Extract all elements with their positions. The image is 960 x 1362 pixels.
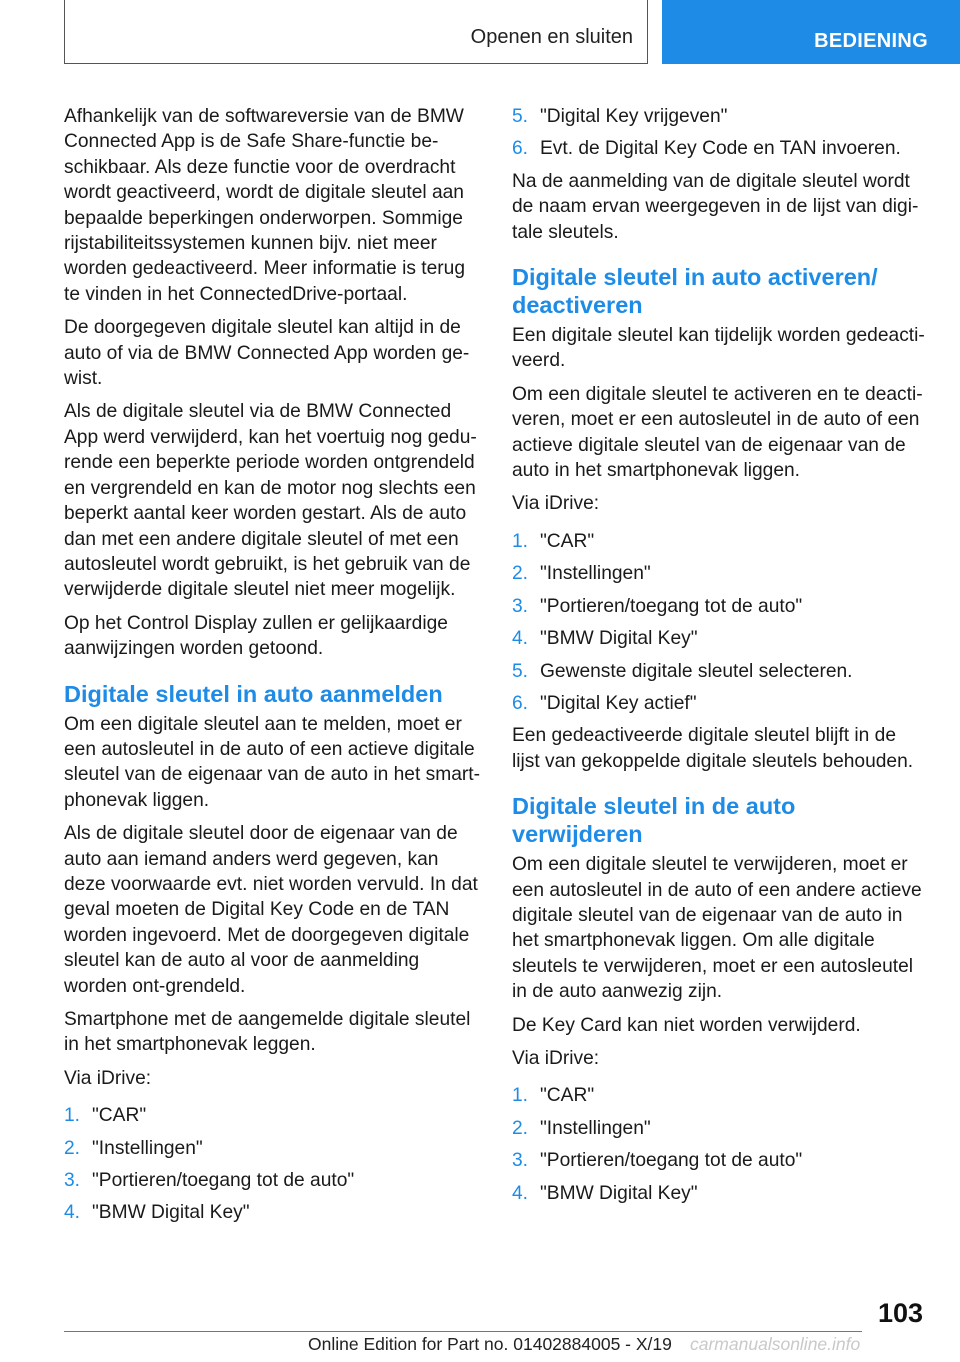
step-text: "CAR" [92,1105,147,1127]
step-text: "BMW Digital Key" [540,1182,698,1204]
paragraph: Een gedeactiveerde digitale sleutel blijft in de lijst van gekoppelde digitale sleutels behouden. [512,725,914,772]
step-text: "CAR" [540,1085,595,1107]
step-number: 1. [512,1085,529,1107]
list-item [512,691,928,716]
step-number: 2. [64,1137,81,1159]
list-item [512,1181,928,1206]
paragraph: Op het Control Display zullen er gelijkaardige aanwijzingen worden getoond. [64,612,448,660]
header-section-box [64,0,648,64]
step-number: 2. [512,1117,529,1139]
list-item [512,529,928,554]
step-number: 4. [64,1202,81,1224]
paragraph: Via iDrive: [512,493,600,515]
step-text: "CAR" [540,530,595,552]
list-item [64,1136,480,1161]
step-list-register-continued [512,104,928,162]
paragraph: Na de aanmelding van de digitale sleutel wordt de naam ervan weergegeven in de lijst van digi-tale sleutels. [512,170,919,243]
step-text: "Instellingen" [540,1117,651,1139]
step-number: 5. [512,660,529,682]
step-text: "Digital Key vrijgeven" [540,106,728,127]
list-item [512,1116,928,1141]
step-text: "Digital Key actief" [540,692,697,714]
list-item [512,1148,928,1173]
step-number: 6. [512,692,529,714]
left-column [64,104,480,1233]
list-item [512,659,928,684]
header-chapter-tab [662,0,960,64]
step-text: Evt. de Digital Key Code en TAN invoeren. [540,138,901,160]
paragraph: Via iDrive: [512,1047,600,1069]
step-number: 3. [512,595,529,617]
section-heading-delete: Digitale sleutel in de auto verwijderen [512,793,796,848]
paragraph: Om een digitale sleutel aan te melden, moet er een autosleutel in de auto of een actieve digitale sleutel van de eigenaar van de auto in het smart-phonevak liggen. [64,713,480,811]
step-text: "BMW Digital Key" [540,628,698,650]
step-text: Gewenste digitale sleutel selecteren. [540,660,853,682]
list-item [64,1168,480,1193]
step-number: 3. [64,1170,81,1192]
list-item [512,136,928,161]
step-number: 1. [512,530,529,552]
paragraph: Een digitale sleutel kan tijdelijk worden gedeacti-veerd. [512,325,925,372]
step-text: "Portieren/toegang tot de auto" [540,1150,803,1172]
list-item [512,561,928,586]
step-number: 4. [512,628,529,650]
list-item [512,1083,928,1108]
step-list-register [64,1103,480,1226]
header-section-title: Openen en sluiten [470,26,633,48]
section-heading-activate: Digitale sleutel in auto activeren/ deactiveren [512,264,878,319]
step-number: 2. [512,563,529,585]
step-text: "BMW Digital Key" [92,1202,250,1224]
paragraph: Om een digitale sleutel te activeren en te deacti-veren, moet er een autosleutel in de auto of een actieve digitale sleutel van de eigenaar van de auto in het smartphonevak liggen. [512,383,923,482]
step-text: "Instellingen" [540,563,651,585]
paragraph: Afhankelijk van de softwareversie van de BMW Connected App is de Safe Share-functie be-schikbaar. Als deze functie voor de overdracht wordt geactiveerd, wordt de digitale sleutel aan bepaalde beperkingen onderworpen. Sommige rijstabiliteitssystemen kunnen bijv. niet meer worden gedeactiveerd. Meer informatie is terug te vinden in het ConnectedDrive-portaal. [64,106,466,305]
footer-edition: Online Edition for Part no. 01402884005 - X/19 [308,1334,672,1354]
page-number: 103 [878,1298,924,1328]
step-text: "Portieren/toegang tot de auto" [540,595,803,617]
paragraph: Om een digitale sleutel te verwijderen, moet er een autosleutel in de auto of een andere actieve digitale sleutel van de eigenaar van de auto in het smartphonevak liggen. Om alle digitale sleutels te verwijderen, moet er een autosleutel in de auto aanwezig zijn. [512,854,922,1003]
list-item [64,1200,480,1225]
paragraph: Als de digitale sleutel door de eigenaar van de auto aan iemand anders werd gegeven, kan deze voorwaarde evt. niet worden vervuld. In dat geval moeten de Digital Key Code en de TAN worden ingevoerd. Met de doorgegeven digitale sleutel kan de auto al voor de aanmelding worden ont-grendeld. [64,823,478,997]
footer-logo: carmanualsonline.info [690,1334,861,1354]
step-text: "Portieren/toegang tot de auto" [92,1170,355,1192]
page-header [0,0,960,66]
step-number: 1. [64,1105,81,1127]
section-heading-register: Digitale sleutel in auto aanmelden [64,680,443,707]
right-column [512,104,928,1213]
list-item [512,626,928,651]
step-number: 4. [512,1182,529,1204]
step-list-activate [512,529,928,716]
step-number: 3. [512,1150,529,1172]
paragraph: Via iDrive: [64,1067,152,1089]
step-text: "Instellingen" [92,1137,203,1159]
step-list-delete [512,1083,928,1206]
list-item [512,594,928,619]
paragraph: De doorgegeven digitale sleutel kan altijd in de auto of via de BMW Connected App worden ge-wist. [64,317,470,390]
list-item [64,1103,480,1128]
list-item [512,104,928,129]
header-chapter-title: BEDIENING [814,30,928,52]
paragraph: Smartphone met de aangemelde digitale sleutel in het smartphonevak leggen. [64,1009,471,1056]
footer-divider [64,1331,862,1332]
paragraph: Als de digitale sleutel via de BMW Connected App werd verwijderd, kan het voertuig nog gedu-rende een beperkte periode worden ontgrendeld en vergrendeld en kan de motor nog slechts een beperkt aantal keer worden gestart. Als de auto dan met een andere digitale sleutel of met een autosleutel wordt gebruikt, is het gebruik van de verwijderde digitale sleutel niet meer mogelijk. [64,401,477,601]
paragraph: De Key Card kan niet worden verwijderd. [512,1014,861,1036]
step-number: 5. [512,106,529,127]
step-number: 6. [512,138,529,160]
